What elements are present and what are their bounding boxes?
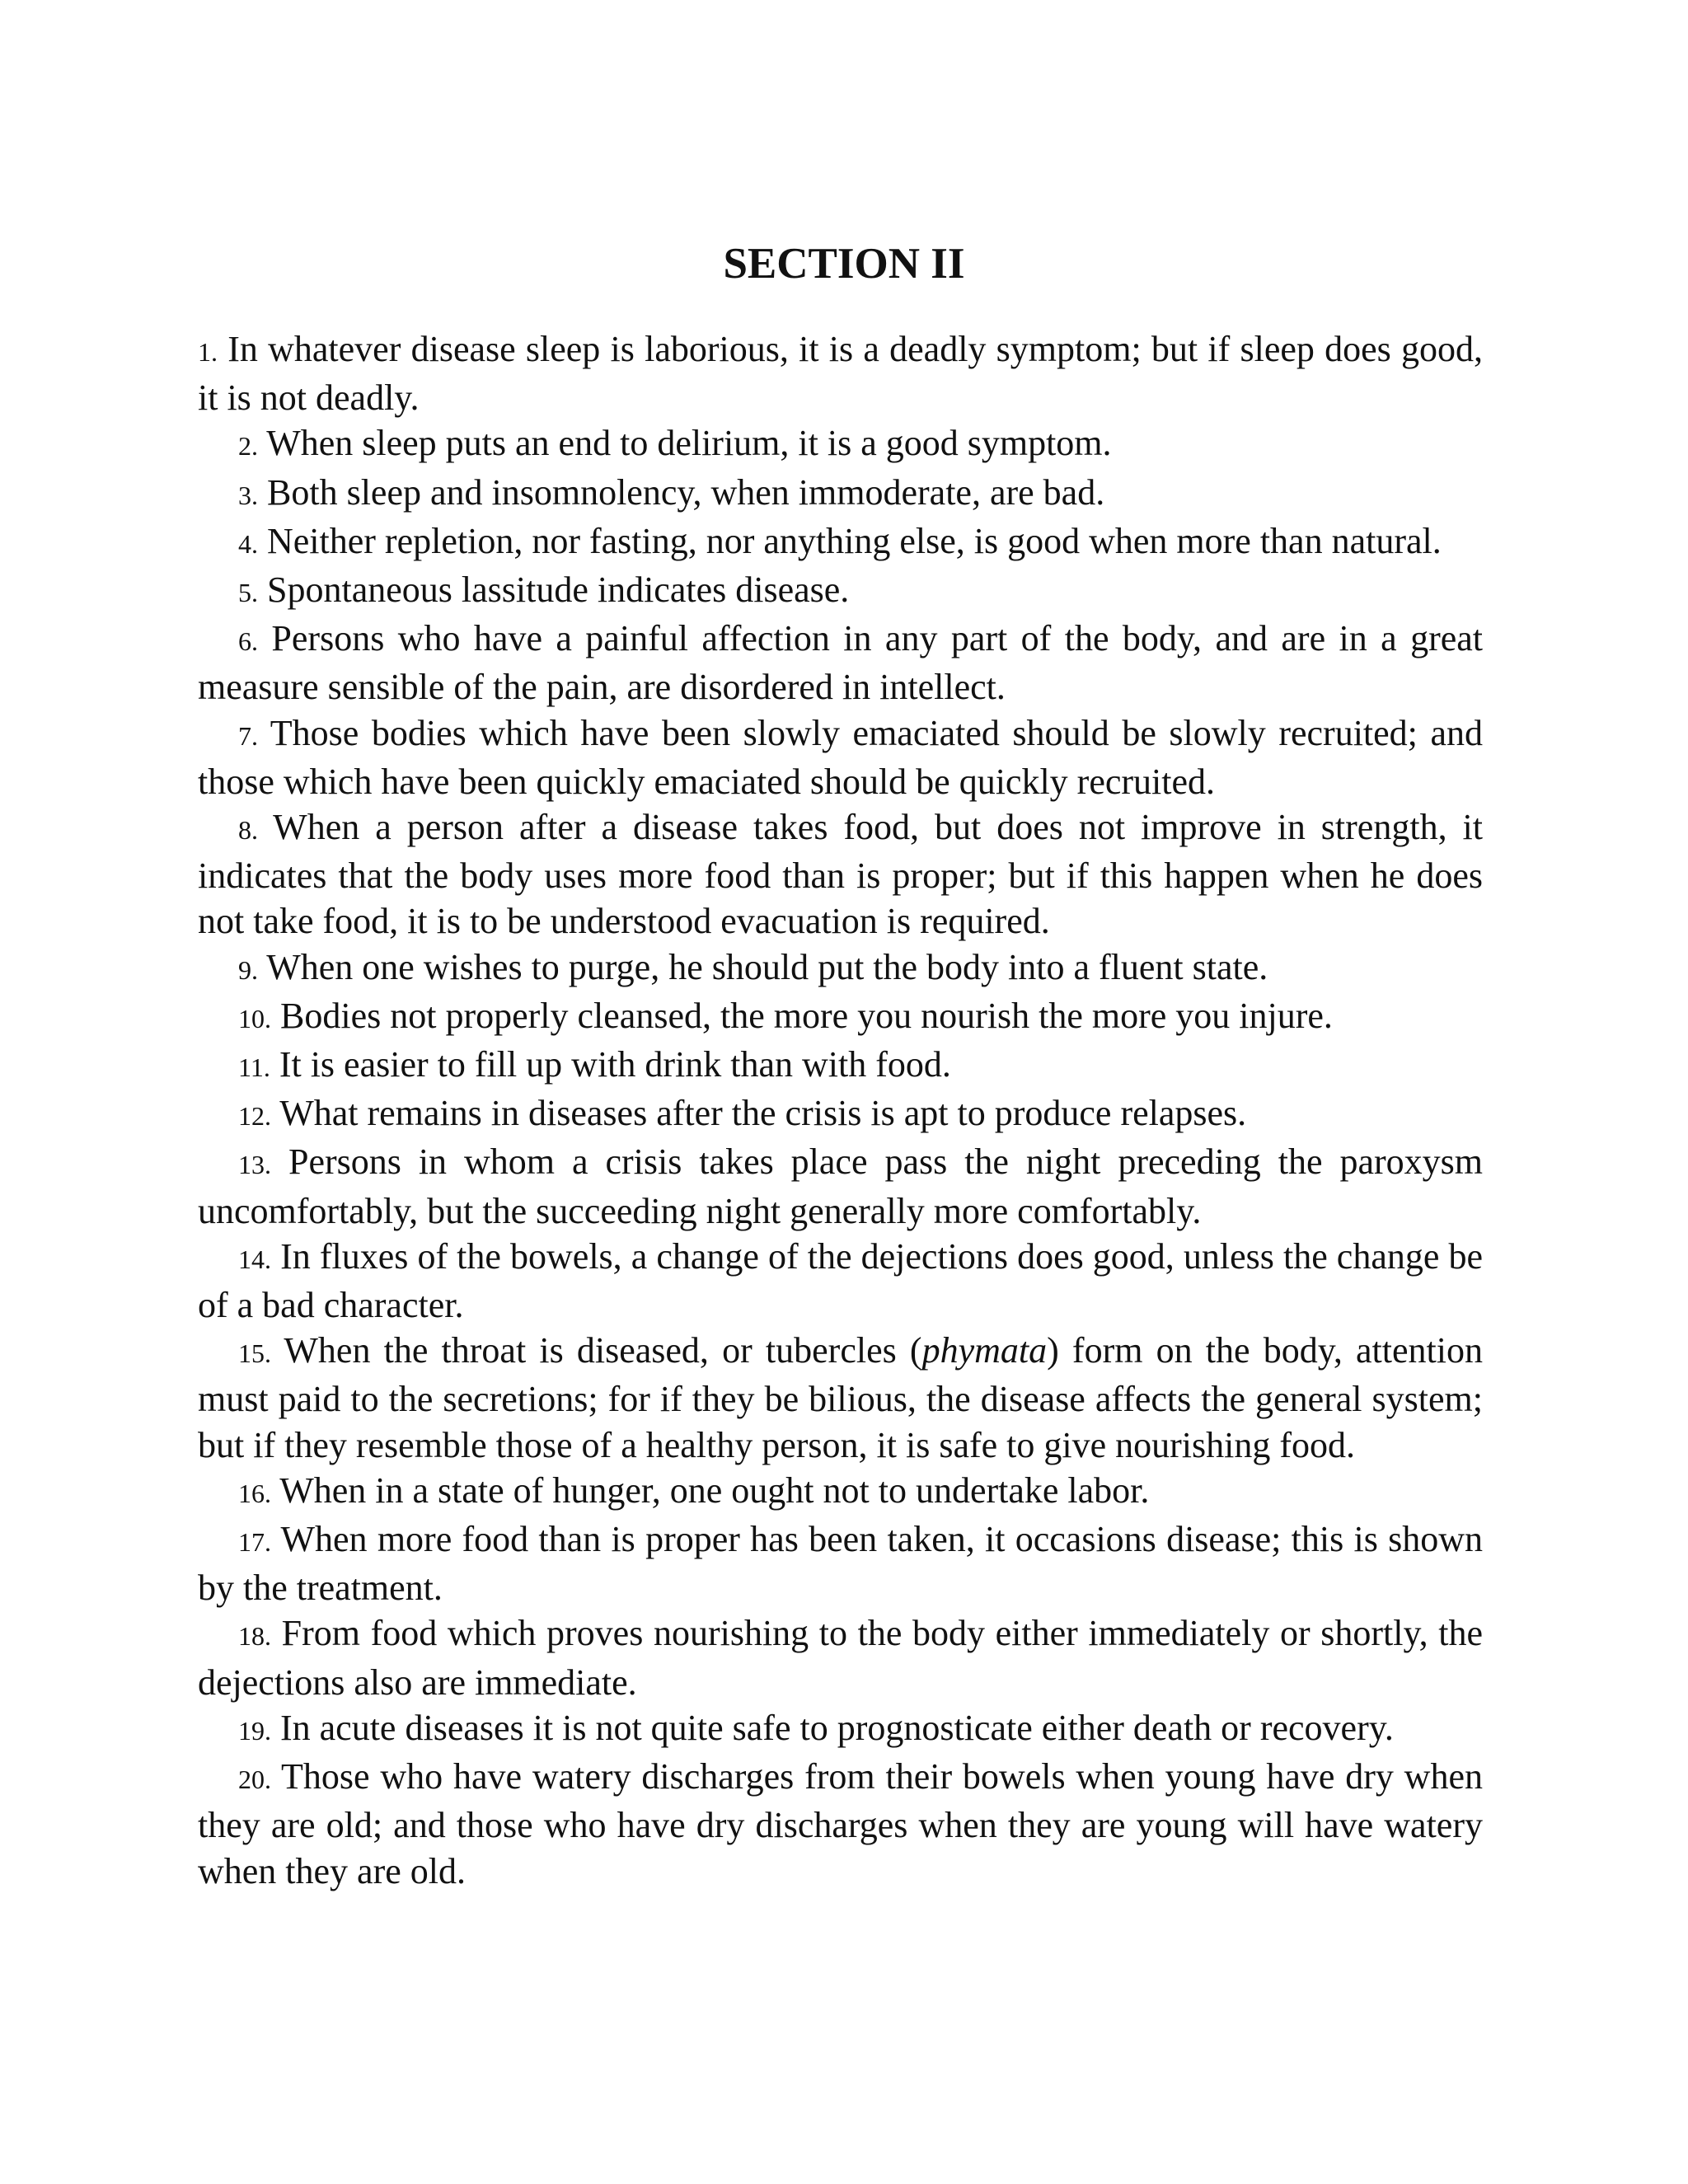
aphorism-number: 3.	[238, 480, 258, 510]
aphorism-text: When more food than is proper has been taken, it occasions disease; this is shown by the treatment.	[198, 1519, 1483, 1609]
aphorism-18	[198, 1610, 1483, 1704]
aphorism-text: Neither repletion, nor fasting, nor anything else, is good when more than natural.	[267, 520, 1442, 561]
aphorism-text: What remains in diseases after the crisis is apt to produce relapses.	[279, 1093, 1247, 1134]
aphorism-14	[198, 1234, 1483, 1328]
aphorism-number: 4.	[238, 528, 258, 559]
aphorism-17	[198, 1516, 1483, 1610]
aphorism-text: When sleep puts an end to delirium, it is a good symptom.	[266, 423, 1112, 464]
aphorism-20	[198, 1754, 1483, 1894]
aphorism-8	[198, 804, 1483, 944]
aphorism-text: It is easier to fill up with drink than with food.	[279, 1044, 951, 1085]
aphorism-number: 5.	[238, 578, 258, 608]
aphorism-number: 17.	[238, 1527, 271, 1558]
aphorism-text: In fluxes of the bowels, a change of the dejections does good, unless the change be of a bad character.	[198, 1235, 1484, 1326]
aphorism-number: 2.	[238, 431, 258, 462]
aphorism-number: 13.	[238, 1150, 271, 1180]
aphorism-text: From food which proves nourishing to the body either immediately or shortly, the dejections also are immediate.	[198, 1613, 1484, 1703]
aphorism-text-after: ) form on the body, attention must paid to the secretions; for if they be bilious, the disease affects the general system; but if they resemble those of a healthy person, it is safe to give nourishing food.	[198, 1330, 1483, 1465]
aphorism-text: Those who have watery discharges from their bowels when young have dry when they are old; and those who have dry discharges when they are young will have watery when they are old.	[198, 1756, 1483, 1891]
aphorism-number: 20.	[238, 1765, 271, 1795]
aphorism-text: In acute diseases it is not quite safe to prognosticate either death or recovery.	[280, 1707, 1394, 1748]
aphorism-16	[198, 1468, 1483, 1516]
aphorism-2	[198, 420, 1483, 469]
aphorism-text: When in a state of hunger, one ought not to undertake labor.	[279, 1469, 1150, 1511]
aphorism-19	[198, 1705, 1483, 1754]
aphorism-number: 1.	[198, 337, 218, 367]
aphorism-10	[198, 993, 1483, 1042]
aphorism-text: When one wishes to purge, he should put the body into a fluent state.	[266, 946, 1268, 987]
aphorism-number: 16.	[238, 1478, 271, 1508]
aphorism-text: Persons who have a painful affection in any part of the body, and are in a great measure sensible of the pain, are disordered in intellect.	[198, 618, 1484, 708]
aphorism-text: Spontaneous lassitude indicates disease.	[267, 569, 850, 611]
aphorism-13	[198, 1139, 1483, 1233]
aphorism-text: Persons in whom a crisis takes place pass the night preceding the paroxysm uncomfortably, but the succeeding night generally more comfortably.	[198, 1141, 1483, 1231]
aphorism-text: In whatever disease sleep is laborious, it is a deadly symptom; but if sleep does good, it is not deadly.	[198, 329, 1483, 419]
aphorism-number: 14.	[238, 1244, 271, 1274]
greek-term: phymata	[921, 1330, 1048, 1371]
aphorism-number: 10.	[238, 1003, 271, 1033]
aphorism-number: 15.	[238, 1338, 271, 1369]
aphorism-12	[198, 1090, 1483, 1139]
aphorism-7	[198, 710, 1483, 804]
aphorism-4	[198, 518, 1483, 567]
aphorism-text: Both sleep and insomnolency, when immoderate, are bad.	[267, 471, 1105, 513]
aphorism-9	[198, 944, 1483, 993]
aphorism-text: When a person after a disease takes food, but does not improve in strength, it indicates that the body uses more food than is proper; but if this happen when he does not take food, it is to be understood evacuation is required.	[198, 807, 1483, 942]
aphorism-list	[198, 326, 1483, 1894]
aphorism-number: 11.	[238, 1052, 270, 1083]
aphorism-number: 12.	[238, 1101, 271, 1132]
aphorism-1	[198, 326, 1483, 420]
aphorism-5	[198, 567, 1483, 616]
aphorism-number: 9.	[238, 954, 258, 985]
section-title: SECTION II	[723, 240, 965, 288]
aphorism-number: 6.	[238, 626, 258, 657]
aphorism-text-before: When the throat is diseased, or tubercles (	[284, 1330, 922, 1371]
aphorism-number: 7.	[238, 720, 258, 751]
aphorism-number: 19.	[238, 1715, 271, 1746]
aphorism-15	[198, 1328, 1483, 1468]
aphorism-number: 18.	[238, 1621, 271, 1652]
aphorism-11	[198, 1042, 1483, 1090]
aphorism-text: Those bodies which have been slowly emaciated should be slowly recruited; and those which have been quickly emaciated should be quickly recruited.	[198, 712, 1483, 802]
aphorism-number: 8.	[238, 815, 258, 846]
aphorism-6	[198, 616, 1483, 710]
aphorism-text: Bodies not properly cleansed, the more you nourish the more you injure.	[280, 995, 1333, 1036]
aphorism-3	[198, 470, 1483, 518]
